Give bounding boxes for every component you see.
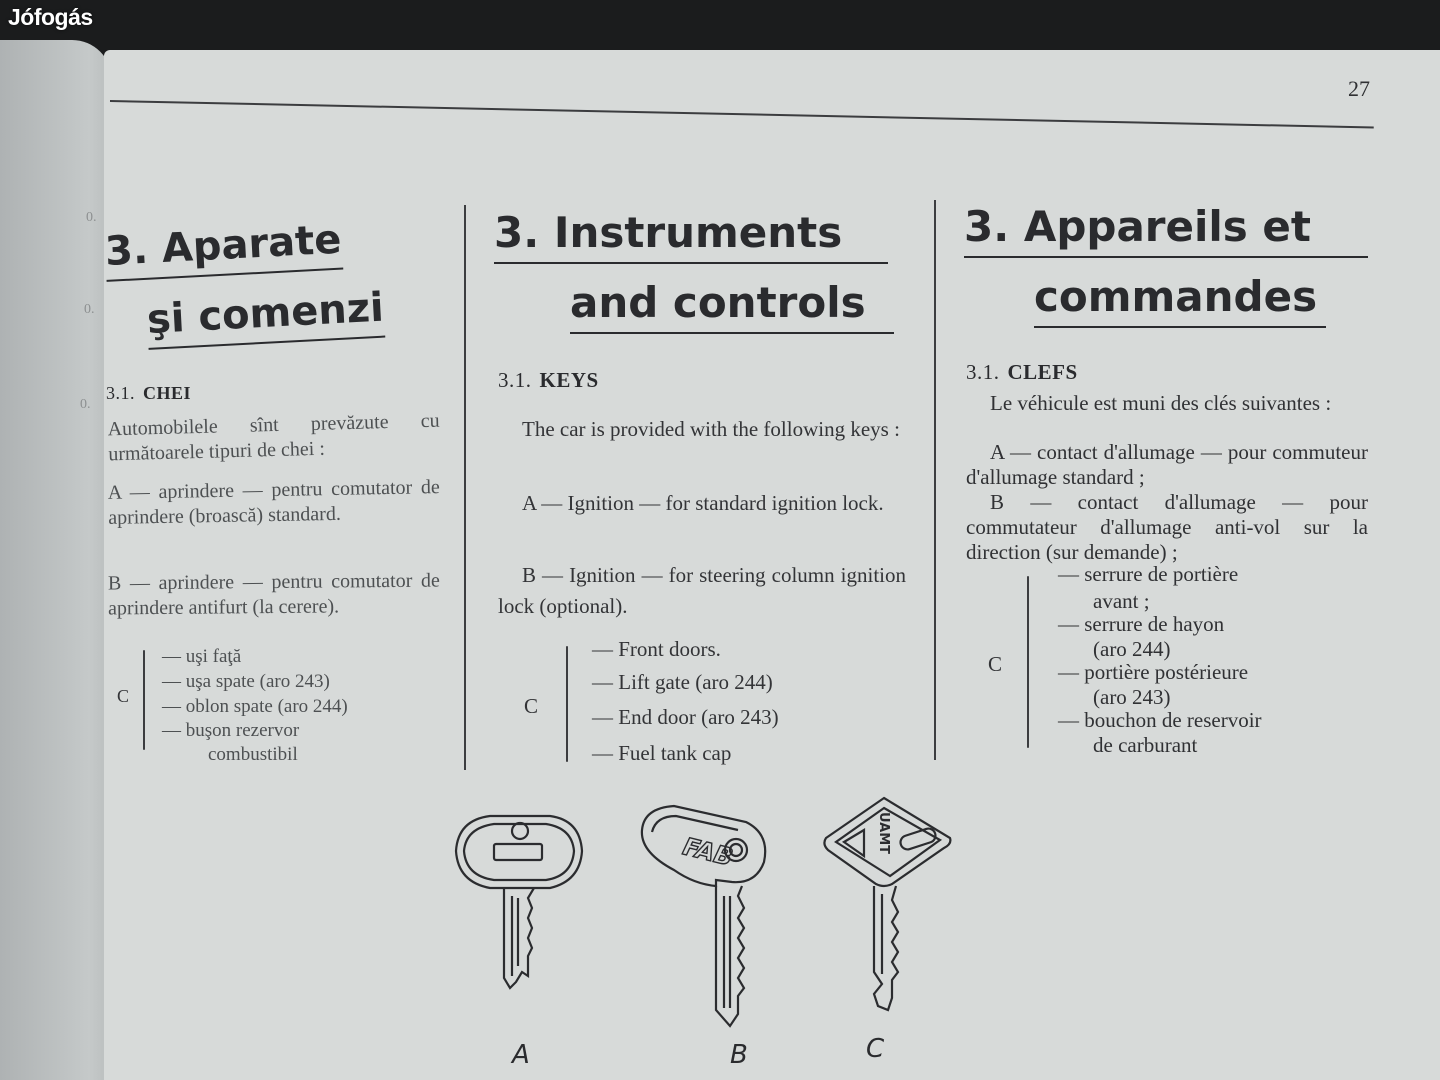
fr-c-item: de carburant (1093, 733, 1198, 757)
prev-page-fragment: 0. (80, 397, 91, 412)
en-key-a: A — Ignition — for standard ignition lock. (522, 491, 884, 515)
fr-heading-line2: commandes (1034, 276, 1326, 328)
watermark-logo: Jófogás (8, 4, 93, 30)
en-intro: The car is provided with the following keys : (522, 417, 900, 441)
ro-heading-line2: şi comenzi (146, 288, 385, 350)
ro-c-item: combustibil (208, 744, 298, 765)
en-c-item: — End door (aro 243) (592, 705, 779, 729)
ro-intro: Automobilele sînt prevăzute cu următoarele tipuri de chei : (107, 409, 440, 466)
en-key-b: B — Ignition — for steering column ignition lock (optional). (498, 563, 906, 618)
en-c-item: — Front doors. (592, 637, 721, 661)
key-a-illustration (450, 806, 590, 996)
ro-key-c-letter: C (117, 686, 130, 706)
fr-key-a: A — contact d'allumage — pour commuteur d'allumage standard ; (966, 440, 1368, 489)
fr-c-item: (aro 244) (1093, 637, 1171, 661)
fr-c-item: avant ; (1093, 589, 1150, 613)
previous-page-edge (0, 40, 112, 1080)
en-subheading: 3.1. KEYS (498, 368, 599, 392)
en-c-item: — Fuel tank cap (592, 741, 732, 765)
fr-c-item: — serrure de hayon (1058, 612, 1225, 636)
column-divider (464, 205, 466, 770)
key-c-logo-text: UAMT (876, 812, 891, 855)
en-key-c-letter: C (524, 694, 539, 718)
key-b-illustration (634, 800, 774, 1030)
ro-brace (143, 650, 145, 750)
ro-heading-text: Aparate (160, 216, 343, 272)
en-c-item: — Lift gate (aro 244) (592, 670, 773, 694)
key-c-illustration (818, 794, 958, 1014)
ro-key-b: B — aprindere — pentru comutator de aprindere antifurt (la cerere). (107, 569, 440, 620)
ro-subheading: 3.1. CHEI (106, 383, 192, 403)
ro-c-item: — uşi faţă (162, 646, 242, 667)
ro-c-item: — oblon spate (aro 244) (162, 696, 348, 717)
fr-intro: Le véhicule est muni des clés suivantes : (990, 391, 1332, 415)
page-number: 27 (1348, 76, 1370, 101)
prev-page-fragment: 0. (84, 302, 95, 317)
ro-c-item: — buşon rezervor (162, 720, 300, 741)
ro-key-a: A — aprindere — pentru comutator de aprindere (broască) standard. (107, 476, 440, 529)
fr-key-c-letter: C (988, 652, 1003, 676)
fr-c-item: — serrure de portière (1058, 562, 1239, 586)
fr-key-b: B — contact d'allumage — pour commutateur d'allumage anti-vol sur la direction (sur demande) ; (966, 490, 1368, 564)
fr-brace (1027, 576, 1029, 748)
column-divider (934, 200, 936, 760)
fr-heading-line1: 3. Appareils et (964, 206, 1368, 258)
ro-heading-number: 3. (103, 226, 150, 275)
ro-c-item: — uşa spate (aro 243) (162, 671, 330, 692)
fr-c-item: (aro 243) (1093, 685, 1171, 709)
key-b-logo-text: FAB (680, 832, 736, 872)
fr-subheading: 3.1. CLEFS (966, 360, 1078, 384)
key-b-label: B (730, 1040, 748, 1070)
fr-c-item: — bouchon de reservoir (1058, 708, 1262, 732)
prev-page-fragment: 0. (86, 210, 97, 225)
en-heading-line1: 3. Instruments (494, 212, 888, 264)
en-heading-line2: and controls (570, 282, 894, 334)
en-brace (566, 646, 568, 762)
key-a-label: A (512, 1040, 530, 1070)
key-c-label: C (866, 1034, 885, 1064)
fr-c-item: — portière postérieure (1058, 660, 1249, 684)
